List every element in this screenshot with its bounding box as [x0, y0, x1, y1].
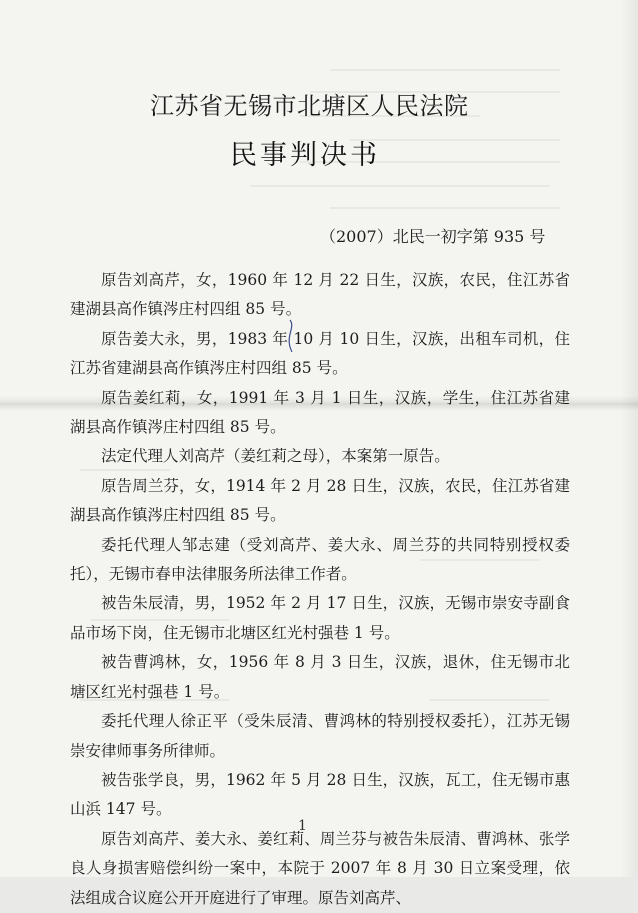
- party-plaintiff-4: 原告周兰芬，女，1914 年 2 月 28 日生，汉族，农民，住江苏省建湖县高作镇涔庄村四组 85 号。: [70, 476, 570, 525]
- defendant-agent: 委托代理人徐正平（受朱辰清、曹鸿林的特别授权委托），江苏无锡崇安律师事务所律师。: [70, 712, 570, 760]
- document-type-title: 民事判决书: [230, 140, 380, 171]
- judgment-body: [70, 266, 570, 913]
- page-number: 1: [298, 818, 307, 834]
- party-defendant-2: 被告曹鸿林，女，1956 年 8 月 3 日生，汉族，退休，住无锡市北塘区红光村强巷 1 号。: [70, 653, 570, 701]
- party-defendant-1: 被告朱辰清，男，1952 年 2 月 17 日生，汉族，无锡市崇安寺副食品市场下岗，住无锡市北塘区红光村强巷 1 号。: [70, 594, 570, 642]
- court-name: 江苏省无锡市北塘区人民法院: [150, 92, 469, 120]
- party-plaintiff-1: 原告刘高芹，女，1960 年 12 月 22 日生，汉族，农民，住江苏省建湖县高作镇涔庄村四组 85 号。: [70, 271, 570, 319]
- party-plaintiff-2: 原告姜大永，男，1983 年 10 月 10 日生，汉族，出租车司机，住江苏省建湖县高作镇涔庄村四组 85 号。: [70, 329, 570, 378]
- case-summary: 原告刘高芹、姜大永、姜红莉、周兰芬与被告朱辰清、曹鸿林、张学良人身损害赔偿纠纷一案中，本院于 2007 年 8 月 30 日立案受理，依法组成合议庭公开开庭进行了审理。原告刘高芹、: [70, 829, 570, 907]
- party-plaintiff-3: 原告姜红莉，女，1991 年 3 月 1 日生，汉族，学生，住江苏省建湖县高作镇涔庄村四组 85 号。: [70, 388, 570, 437]
- party-defendant-3: 被告张学良，男，1962 年 5 月 28 日生，汉族，瓦工，住无锡市惠山浜 147 号。: [70, 770, 570, 819]
- legal-representative: 法定代理人刘高芹（姜红莉之母），本案第一原告。: [101, 447, 450, 466]
- case-number: （2007）北民一初字第 935 号: [320, 227, 546, 246]
- plaintiff-agent: 委托代理人邹志建（受刘高芹、姜大永、周兰芬的共同特别授权委托），无锡市春申法律服务所法律工作者。: [70, 535, 570, 584]
- page-edge-shadow: [620, 0, 638, 877]
